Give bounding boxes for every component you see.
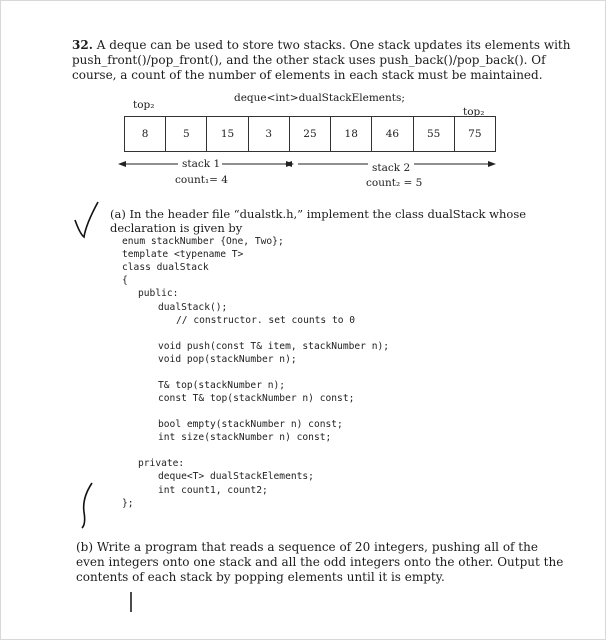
part-b-text: Write a program that reads a sequence of 20 integers, pushing all of the even integers onto one stack and all the odd integers onto the other. Output the contents of each stack by popping elements until it is empty. (76, 540, 564, 584)
text-cursor[interactable] (129, 592, 135, 614)
part-a-label: (a) (110, 207, 126, 221)
deque-cell: 3 (249, 117, 290, 151)
deque-cell: 46 (372, 117, 413, 151)
code-line: const T& top(stackNumber n) const; (158, 393, 355, 404)
arrow-left-icon (118, 161, 126, 167)
code-line: public: (138, 288, 179, 300)
stack-arrows (118, 156, 498, 172)
code-line: int size(stackNumber n) const; (158, 432, 332, 444)
part-a-text: In the header file “dualstk.h,” implement the class dualStack whose declaration is given by (110, 207, 527, 235)
deque-cell: 55 (414, 117, 455, 151)
deque-cell: 75 (468, 128, 482, 140)
stack2-count: count₂ = 5 (366, 177, 423, 189)
deque-diagram (0, 0, 606, 200)
code-line: deque<T> dualStackElements; (158, 471, 314, 483)
handwritten-bracket-mark (78, 480, 98, 530)
handwritten-check-mark (72, 200, 102, 240)
code-line: void pop(stackNumber n); (158, 353, 297, 365)
deque-cell: 8 (125, 117, 166, 151)
top-left-label: top₂ (133, 99, 155, 111)
code-line: dualStack(); (158, 301, 228, 313)
part-b-label: (b) (76, 540, 94, 554)
code-line: enum stackNumber {One, Two}; (122, 236, 284, 247)
code-line: bool empty(stackNumber n) const; (158, 419, 343, 431)
code-line: class dualStack (122, 262, 209, 274)
deque-caption: deque<int>dualStackElements; (234, 92, 405, 104)
stack2-label: stack 2 (372, 162, 411, 174)
code-line: private: (138, 458, 185, 470)
code-line: int count1, count2; (158, 484, 268, 496)
deque-cell: 18 (331, 117, 372, 151)
code-line: void push(const T& item, stackNumber n); (158, 340, 390, 352)
code-line: template <typename T> (122, 249, 244, 261)
top-right-label: top₂ (463, 106, 485, 118)
problem-text: A deque can be used to store two stacks. One stack updates its elements with push_front()/pop_front(), and the other stack uses push_back()/pop_back(). Of course, a count of the number of elements in each stack must be maintained. (72, 38, 571, 82)
code-line: // constructor. set counts to 0 (176, 314, 356, 326)
part-b (76, 540, 566, 585)
deque-cells (124, 116, 496, 152)
deque-cell: 5 (166, 117, 207, 151)
part-a (110, 207, 560, 235)
problem-number: 32. (72, 38, 93, 52)
deque-cell: 15 (207, 117, 248, 151)
deque-cell: 25 (290, 117, 331, 151)
stack1-count: count₁= 4 (175, 174, 228, 186)
stack1-label: stack 1 (182, 158, 221, 170)
code-line: }; (122, 497, 134, 509)
code-line: T& top(stackNumber n); (158, 379, 286, 391)
arrow-right-icon (488, 161, 496, 167)
code-line: { (122, 275, 128, 287)
